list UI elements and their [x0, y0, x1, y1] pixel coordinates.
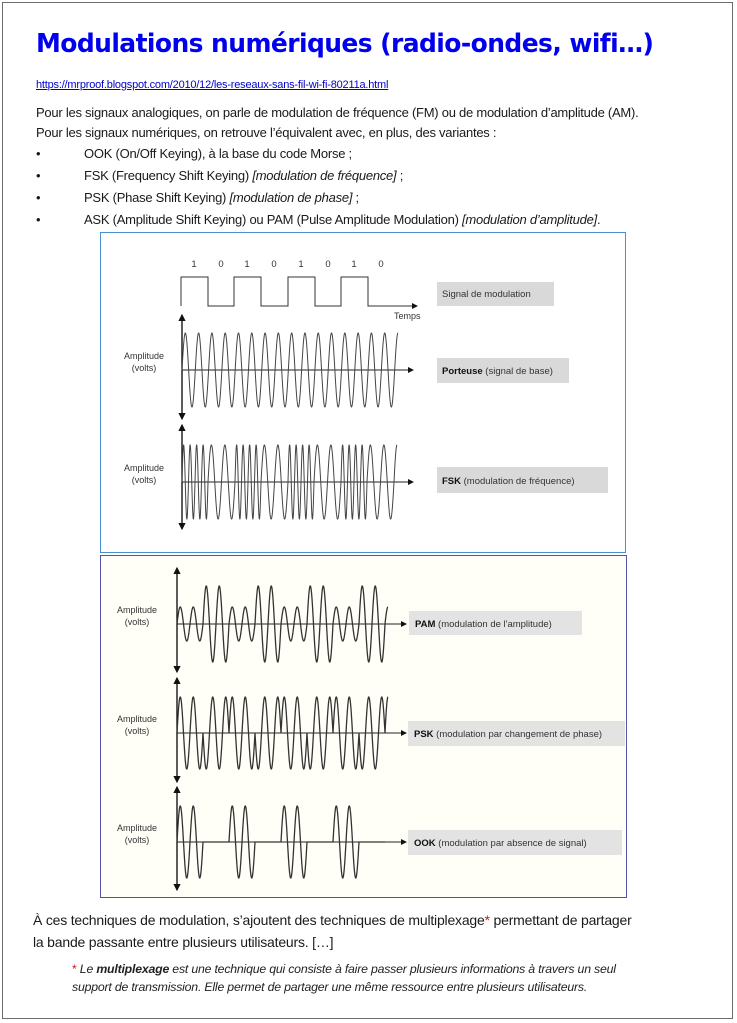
diagram-carrier-fsk: [101, 233, 624, 551]
svg-text:(volts): (volts): [124, 835, 150, 845]
bullet-text: FSK (Frequency Shift Keying): [84, 168, 253, 183]
bullet-text: OOK (On/Off Keying), à la base du code Morse ;: [84, 146, 352, 161]
svg-text:PAM (modulation de l'amplitude: PAM (modulation de l'amplitude): [415, 619, 552, 630]
svg-text:(volts): (volts): [131, 475, 157, 485]
figure-carrier-fsk: [100, 232, 626, 553]
bullet-italic: [modulation d’amplitude]: [462, 212, 597, 227]
svg-text:PSK (modulation par changement: PSK (modulation par changement de phase): [414, 729, 603, 740]
diagram-pam-psk-ook: [101, 556, 625, 896]
svg-text:1: 1: [298, 259, 304, 270]
svg-text:Porteuse (signal de base): Porteuse (signal de base): [442, 366, 553, 377]
svg-text:0: 0: [271, 259, 277, 270]
modulation-label: Signal de modulation: [442, 289, 531, 300]
multiplexing-paragraph-line-2: la bande passante entre plusieurs utilisateurs. […]: [33, 934, 334, 950]
svg-text:0: 0: [218, 259, 224, 270]
time-axis-label: Temps: [394, 311, 421, 321]
svg-text:0: 0: [378, 259, 384, 270]
bullet-suffix: ;: [396, 168, 404, 183]
svg-text:Amplitude: Amplitude: [116, 714, 158, 724]
svg-text:(volts): (volts): [131, 363, 157, 373]
svg-text:1: 1: [351, 259, 357, 270]
bullet-icon: •: [36, 212, 41, 227]
bullet-icon: •: [36, 190, 41, 205]
svg-text:Amplitude: Amplitude: [123, 351, 165, 361]
bullet-suffix: .: [596, 212, 601, 227]
bullet-text: ASK (Amplitude Shift Keying) ou PAM (Pulse Amplitude Modulation): [84, 212, 463, 227]
footnote-line-2: support de transmission. Elle permet de partager une même ressource entre plusieurs utilisateurs.: [72, 980, 588, 994]
multiplexing-paragraph-line-1: À ces techniques de modulation, s’ajoutent des techniques de multiplexage* permettant de partager: [33, 912, 632, 928]
svg-text:(volts): (volts): [124, 617, 150, 627]
svg-text:(volts): (volts): [124, 726, 150, 736]
svg-text:FSK (modulation de fréquence): FSK (modulation de fréquence): [442, 476, 575, 487]
figure-pam-psk-ook: [100, 555, 627, 898]
footnote-marker: *: [484, 912, 490, 928]
bullet-suffix: ;: [352, 190, 359, 205]
intro-line-2: Pour les signaux numériques, on retrouve l’équivalent avec, en plus, des variantes :: [36, 125, 497, 140]
bullet-icon: •: [36, 168, 41, 183]
bullet-italic: [modulation de phase]: [229, 190, 353, 205]
bit-labels: [191, 259, 383, 270]
svg-text:Amplitude: Amplitude: [123, 463, 165, 473]
svg-text:1: 1: [191, 259, 197, 270]
svg-text:Amplitude: Amplitude: [116, 605, 158, 615]
footnote-term: multiplexage: [96, 962, 170, 976]
svg-text:0: 0: [325, 259, 331, 270]
svg-text:1: 1: [244, 259, 250, 270]
page-title: Modulations numériques (radio-ondes, wifi…): [36, 29, 654, 59]
svg-text:OOK (modulation par absence de: OOK (modulation par absence de signal): [414, 838, 587, 849]
bullet-text: PSK (Phase Shift Keying): [84, 190, 230, 205]
bullet-italic: [modulation de fréquence]: [252, 168, 397, 183]
footnote-line-1: * Le multiplexage est une technique qui consiste à faire passer plusieurs informations à travers un seul: [72, 962, 616, 976]
bullet-icon: •: [36, 146, 41, 161]
modulation-signal: [181, 277, 413, 306]
intro-line-1: Pour les signaux analogiques, on parle de modulation de fréquence (FM) ou de modulation d’amplitude (AM).: [36, 105, 639, 120]
svg-text:Amplitude: Amplitude: [116, 823, 158, 833]
source-link[interactable]: https://mrproof.blogspot.com/2010/12/les-reseaux-sans-fil-wi-fi-80211a.html: [36, 79, 389, 91]
